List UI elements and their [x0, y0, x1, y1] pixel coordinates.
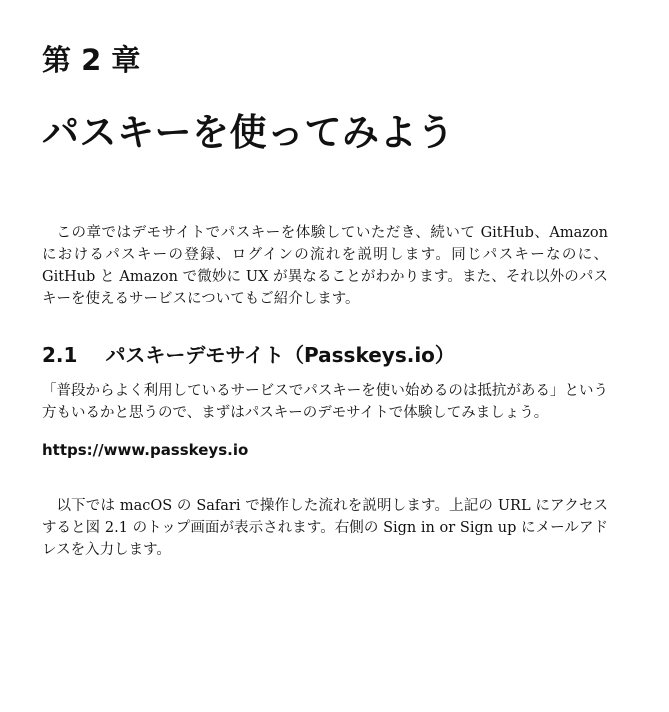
chapter-title: パスキーを使ってみよう	[42, 111, 455, 154]
section-paragraph-2: 以下では macOS の Safari で操作した流れを説明します。上記の URL にアクセスすると図 2.1 のトップ画面が表示されます。右側の Sign in or Sign up にメールアドレスを入力します。	[42, 498, 608, 558]
section-heading	[42, 340, 455, 370]
intro-paragraph: この章ではデモサイトでパスキーを体験していただき、続いて GitHub、Amazon におけるパスキーの登録、ログインの流れを説明します。同じパスキーなのに、GitHub と Amazon で微妙に UX が異なることがわかります。また、それ以外のパスキーを使えるサービスについてもご紹介します。	[42, 225, 608, 307]
passkeys-url: https://www.passkeys.io	[42, 441, 249, 459]
chapter-label: 第 2 章	[42, 43, 141, 77]
section-paragraph-1: 「普段からよく利用しているサービスでパスキーを使い始めるのは抵抗がある」という方もいるかと思うので、まずはパスキーのデモサイトで体験してみましょう。	[42, 383, 608, 421]
section-title: パスキーデモサイト（Passkeys.io）	[105, 343, 455, 367]
section-number: 2.1	[42, 343, 78, 367]
